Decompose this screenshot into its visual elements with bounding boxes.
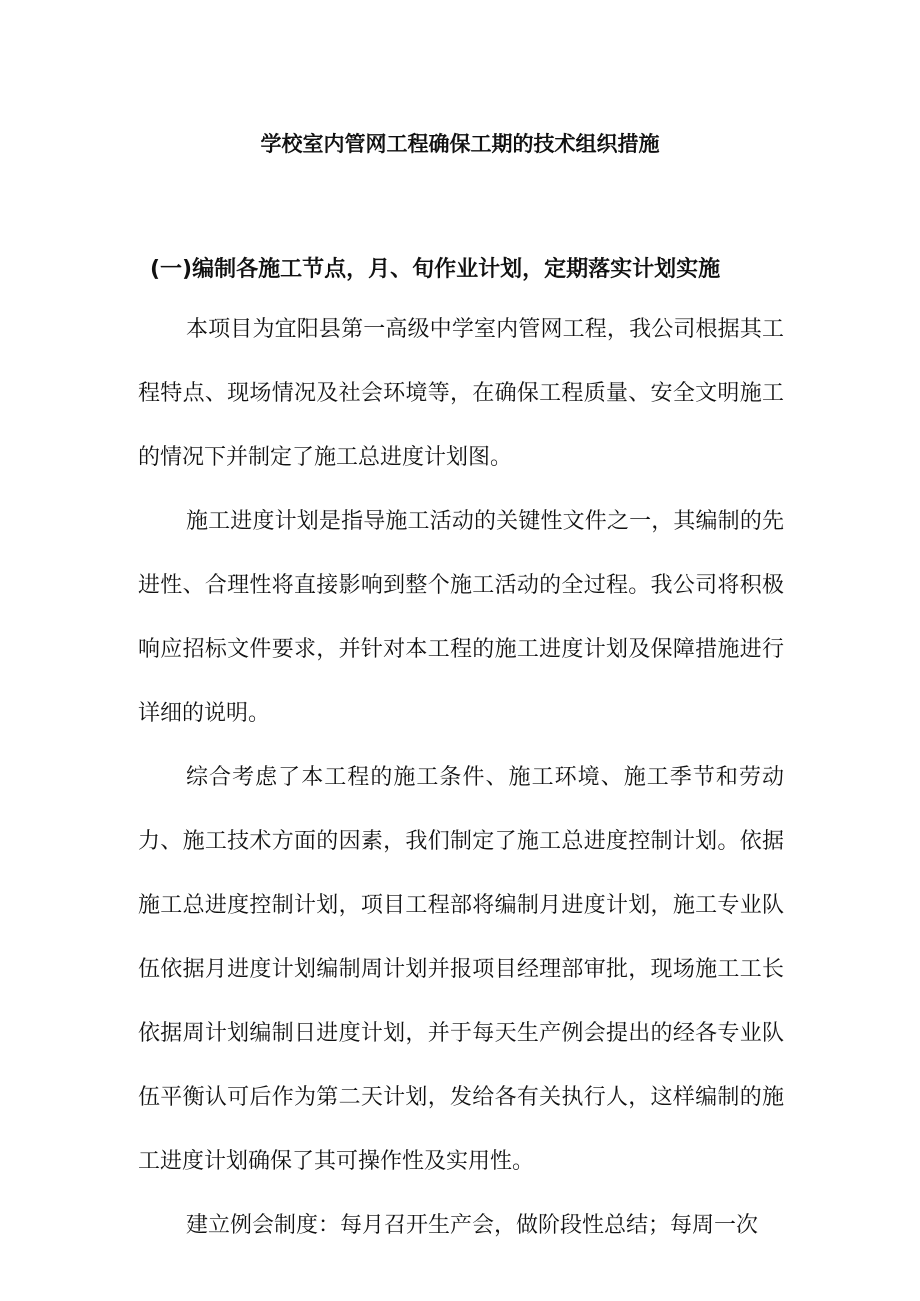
paragraph-schedule-planning: 综合考虑了本工程的施工条件、施工环境、施工季节和劳动力、施工技术方面的因素，我们制定了施工总进度控制计划。依据施工总进度控制计划，项目工程部将编制月进度计划，施工专业队伍依据月进度计划编制周计划并报项目经理部审批，现场施工工长依据周计划编制日进度计划，并于每天生产例会提出的经各专业队伍平衡认可后作为第二天计划，发给各有关执行人，这样编制的施工进度计划确保了其可操作性及实用性。 (138, 765, 784, 1174)
paragraph-project-overview: 本项目为宜阳县第一高级中学室内管网工程，我公司根据其工程特点、现场情况及社会环境等，在确保工程质量、安全文明施工的情况下并制定了施工总进度计划图。 (138, 317, 784, 470)
paragraph-schedule-importance: 施工进度计划是指导施工活动的关键性文件之一，其编制的先进性、合理性将直接影响到整个施工活动的全过程。我公司将积极响应招标文件要求，并针对本工程的施工进度计划及保障措施进行详细的说明。 (138, 509, 784, 726)
paragraph-meeting-system: 建立例会制度：每月召开生产会，做阶段性总结；每周一次 (186, 1213, 759, 1238)
document-title: 学校室内管网工程确保工期的技术组织措施 (260, 132, 660, 156)
section-heading: (一)编制各施工节点，月、旬作业计划，定期落实计划实施 (150, 257, 721, 282)
